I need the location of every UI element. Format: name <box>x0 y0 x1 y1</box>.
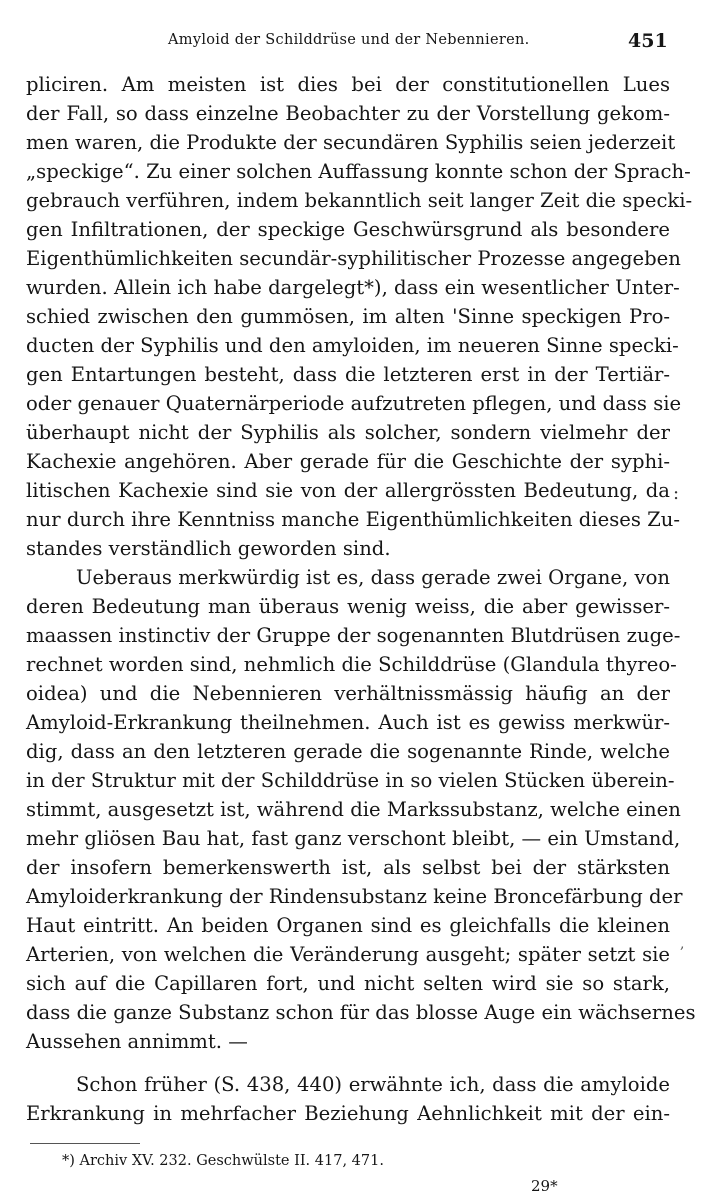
text-line: Aussehen annimmt. — <box>26 1030 248 1053</box>
text-line: überhaupt nicht der Syphilis als solcher, sondern vielmehr der <box>26 421 670 444</box>
margin-mark: : <box>673 483 680 504</box>
text-line: nur durch ihre Kenntniss manche Eigenthümlichkeiten dieses Zu- <box>26 508 680 531</box>
text-line: Amyloiderkrankung der Rindensubstanz keine Broncefärbung der <box>26 885 683 908</box>
text-line: men waren, die Produkte der secundären Syphilis seien jederzeit <box>26 131 676 154</box>
text-line: gen Entartungen besteht, dass die letzteren erst in der Tertiär- <box>26 363 670 386</box>
text-line: Erkrankung in mehrfacher Beziehung Aehnlichkeit mit der ein- <box>26 1102 670 1125</box>
text-line: „speckige“. Zu einer solchen Auffassung konnte schon der Sprach- <box>26 160 691 183</box>
text-line: wurden. Allein ich habe dargelegt*), dass ein wesentlicher Unter- <box>26 276 680 299</box>
text-line: Amyloid-Erkrankung theilnehmen. Auch ist es gewiss merkwür- <box>26 711 670 734</box>
text-line: litischen Kachexie sind sie von der allergrössten Bedeutung, da <box>26 479 670 502</box>
margin-mark: , <box>680 936 685 952</box>
text-line: sich auf die Capillaren fort, und nicht selten wird sie so stark, <box>26 972 670 995</box>
text-line: in der Struktur mit der Schilddrüse in so vielen Stücken überein- <box>26 769 675 792</box>
text-line: der insofern bemerkenswerth ist, als selbst bei der stärksten <box>26 856 670 879</box>
text-line: pliciren. Am meisten ist dies bei der constitutionellen Lues <box>26 73 670 96</box>
text-line: deren Bedeutung man überaus wenig weiss, die aber gewisser- <box>26 595 670 618</box>
running-head <box>0 30 708 58</box>
text-line: mehr gliösen Bau hat, fast ganz verschont bleibt, — ein Umstand, <box>26 827 681 850</box>
running-title: Amyloid der Schilddrüse und der Nebennieren. <box>168 32 530 48</box>
text-line: Schon früher (S. 438, 440) erwähnte ich, dass die amyloide <box>76 1073 670 1096</box>
text-line: oidea) und die Nebennieren verhältnissmässig häufig an der <box>26 682 670 705</box>
text-line: der Fall, so dass einzelne Beobachter zu der Vorstellung gekom- <box>26 102 670 125</box>
text-line: standes verständlich geworden sind. <box>26 537 391 560</box>
text-line: Eigenthümlichkeiten secundär-syphilitischer Prozesse angegeben <box>26 247 681 270</box>
text-line: Arterien, von welchen die Veränderung ausgeht; später setzt sie <box>26 943 670 966</box>
text-line: gebrauch verführen, indem bekanntlich seit langer Zeit die specki- <box>26 189 693 212</box>
text-line: Haut eintritt. An beiden Organen sind es gleichfalls die kleinen <box>26 914 670 937</box>
text-line: dig, dass an den letzteren gerade die sogenannte Rinde, welche <box>26 740 670 763</box>
text-line: rechnet worden sind, nehmlich die Schilddrüse (Glandula thyreo- <box>26 653 677 676</box>
footnote: *) Archiv XV. 232. Geschwülste II. 417, 471. <box>62 1153 384 1169</box>
page-number: 451 <box>628 30 668 52</box>
printer-signature: 29* <box>531 1177 558 1195</box>
text-line: Kachexie angehören. Aber gerade für die Geschichte der syphi- <box>26 450 670 473</box>
text-line: maassen instinctiv der Gruppe der sogenannten Blutdrüsen zuge- <box>26 624 681 647</box>
text-line: ducten der Syphilis und den amyloiden, im neueren Sinne specki- <box>26 334 679 357</box>
text-line: dass die ganze Substanz schon für das blosse Auge ein wächsernes <box>26 1001 696 1024</box>
footnote-divider <box>30 1143 140 1144</box>
text-line: Ueberaus merkwürdig ist es, dass gerade zwei Organe, von <box>76 566 670 589</box>
text-line: gen Infiltrationen, der speckige Geschwürsgrund als besondere <box>26 218 670 241</box>
text-line: schied zwischen den gummösen, im alten 'Sinne speckigen Pro- <box>26 305 670 328</box>
text-line: stimmt, ausgesetzt ist, während die Markssubstanz, welche einen <box>26 798 681 821</box>
text-line: oder genauer Quaternärperiode aufzutreten pflegen, und dass sie <box>26 392 682 415</box>
